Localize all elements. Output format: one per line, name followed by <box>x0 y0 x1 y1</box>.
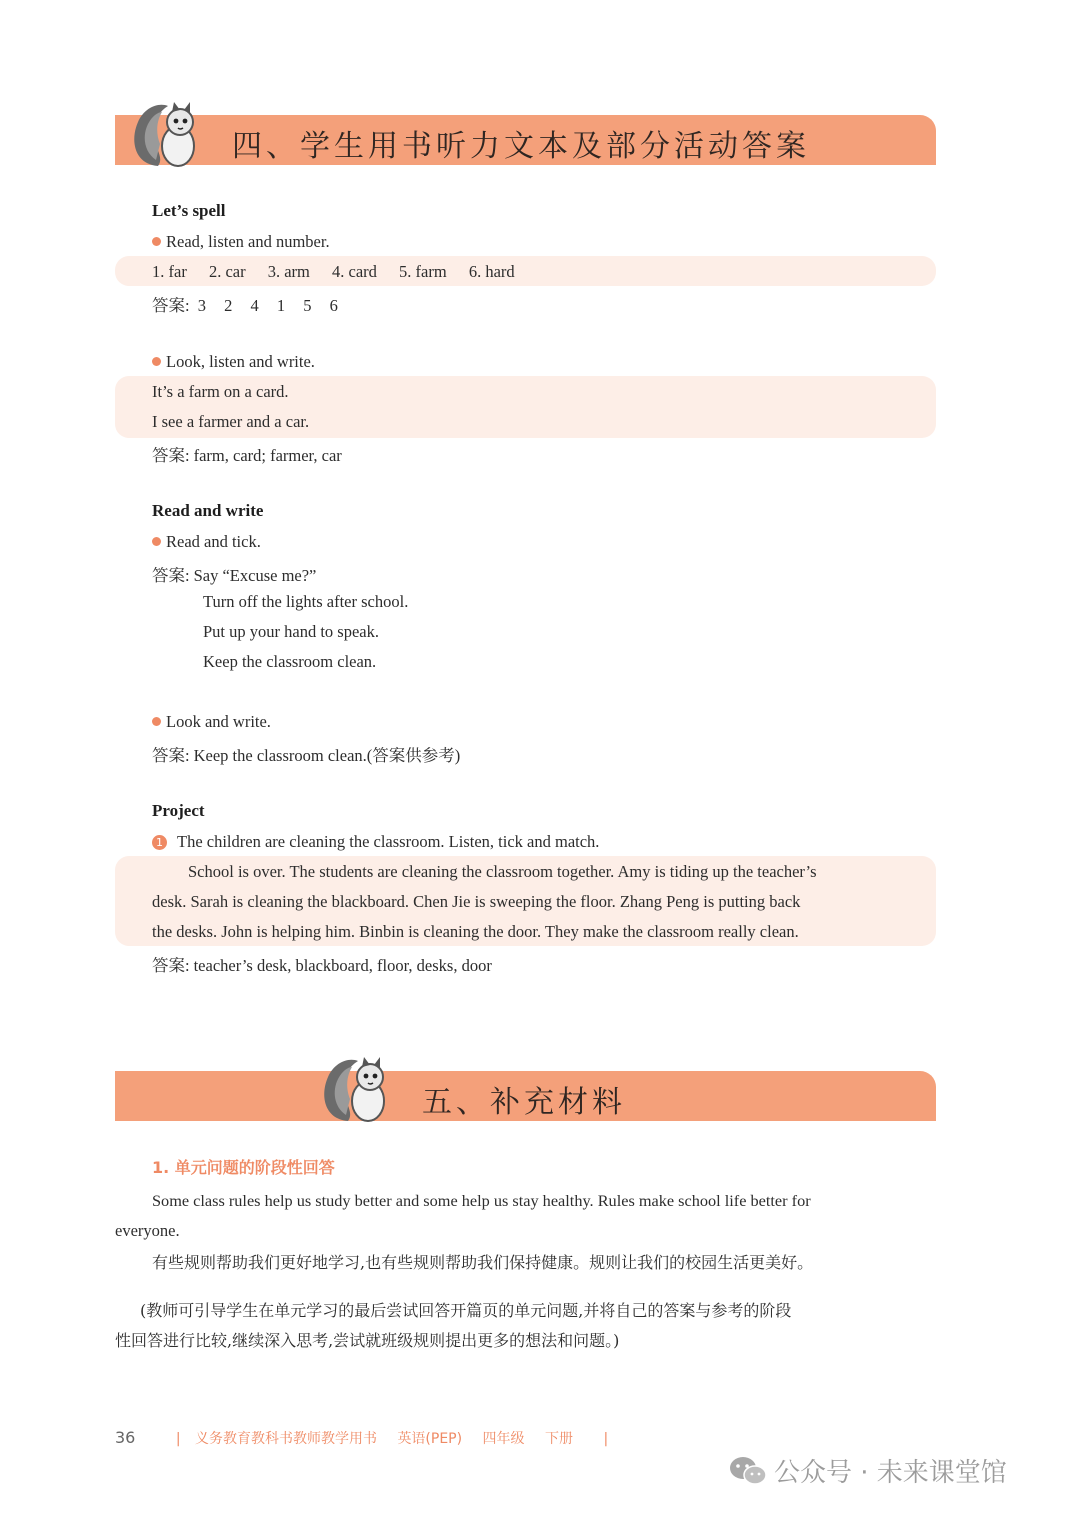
footer-book-title: 义务教育教科书教师教学用书 <box>194 1431 377 1447</box>
page-number: 36 <box>115 1428 136 1447</box>
lets-spell-heading: Let’s spell <box>152 201 226 220</box>
read-write-heading: Read and write <box>152 501 264 520</box>
supplement-en-line-1: Some class rules help us study better and some help us stay healthy. Rules make school life better for <box>152 1191 811 1210</box>
lets-spell-a2-script-1: It’s a farm on a card. <box>152 382 289 401</box>
footer-volume: 下册 <box>545 1431 573 1447</box>
lets-spell-a2-script-2: I see a farmer and a car. <box>152 412 310 431</box>
read-write-b1-answer-1: 答案: Say “Excuse me?” <box>152 566 317 585</box>
number-1-icon: 1 <box>152 835 167 850</box>
project-answer: 答案: teacher’s desk, blackboard, floor, desks, door <box>152 956 492 975</box>
bullet-dot-icon <box>152 237 161 246</box>
watermark: 公众号 · 未来课堂馆 <box>728 1452 1007 1489</box>
page-footer <box>115 1428 618 1448</box>
bullet-dot-icon <box>152 537 161 546</box>
lets-spell-a2-answer: 答案: farm, card; farmer, car <box>152 446 342 465</box>
project-script-3: the desks. John is helping him. Binbin is cleaning the door. They make the classroom really clean. <box>152 922 799 941</box>
lets-spell-a1-prompt: Read, listen and number. <box>152 232 330 252</box>
lets-spell-a2-prompt: Look, listen and write. <box>152 352 315 372</box>
footer-separator: | <box>175 1431 181 1447</box>
read-write-b1-prompt: Read and tick. <box>152 532 261 552</box>
read-write-b1-answer-3: Put up your hand to speak. <box>203 622 379 641</box>
read-write-b1-answer-4: Keep the classroom clean. <box>203 652 377 671</box>
read-write-b1-answer-2: Turn off the lights after school. <box>203 592 409 611</box>
bullet-dot-icon <box>152 717 161 726</box>
supplement-cn-line: 有些规则帮助我们更好地学习,也有些规则帮助我们保持健康。规则让我们的校园生活更美好。 <box>152 1253 814 1272</box>
section4-title: 四、学生用书听力文本及部分活动答案 <box>232 129 810 164</box>
project-prompt: 1 The children are cleaning the classroom. Listen, tick and match. <box>152 832 599 852</box>
bullet-dot-icon <box>152 357 161 366</box>
supplement-note-line-1: (教师可引导学生在单元学习的最后尝试回答开篇页的单元问题,并将自己的答案与参考的阶段 <box>140 1301 792 1320</box>
project-heading: Project <box>152 801 205 820</box>
read-write-b2-answer: 答案: Keep the classroom clean.(答案供参考) <box>152 746 461 765</box>
supplement-note-line-2: 性回答进行比较,继续深入思考,尝试就班级规则提出更多的想法和问题。) <box>115 1331 620 1350</box>
section5-title: 五、补充材料 <box>422 1085 626 1120</box>
lets-spell-a1-items: 1. far 2. car 3. arm 4. card 5. farm 6. hard <box>152 262 515 281</box>
supplement-subheading: 1. 单元问题的阶段性回答 <box>152 1158 335 1177</box>
footer-grade: 四年级 <box>482 1431 525 1447</box>
squirrel-icon <box>318 1055 390 1123</box>
project-script-1: School is over. The students are cleaning the classroom together. Amy is tiding up the teacher’s <box>188 862 817 881</box>
supplement-en-line-2: everyone. <box>115 1221 180 1240</box>
lets-spell-a1-answer: 答案: 3 2 4 1 5 6 <box>152 296 338 315</box>
project-script-2: desk. Sarah is cleaning the blackboard. Chen Jie is sweeping the floor. Zhang Peng is putting back <box>152 892 801 911</box>
read-write-b2-prompt: Look and write. <box>152 712 271 732</box>
wechat-icon <box>728 1455 768 1487</box>
squirrel-icon <box>128 100 200 168</box>
footer-subject: 英语(PEP) <box>397 1431 463 1447</box>
footer-separator: | <box>603 1431 609 1447</box>
